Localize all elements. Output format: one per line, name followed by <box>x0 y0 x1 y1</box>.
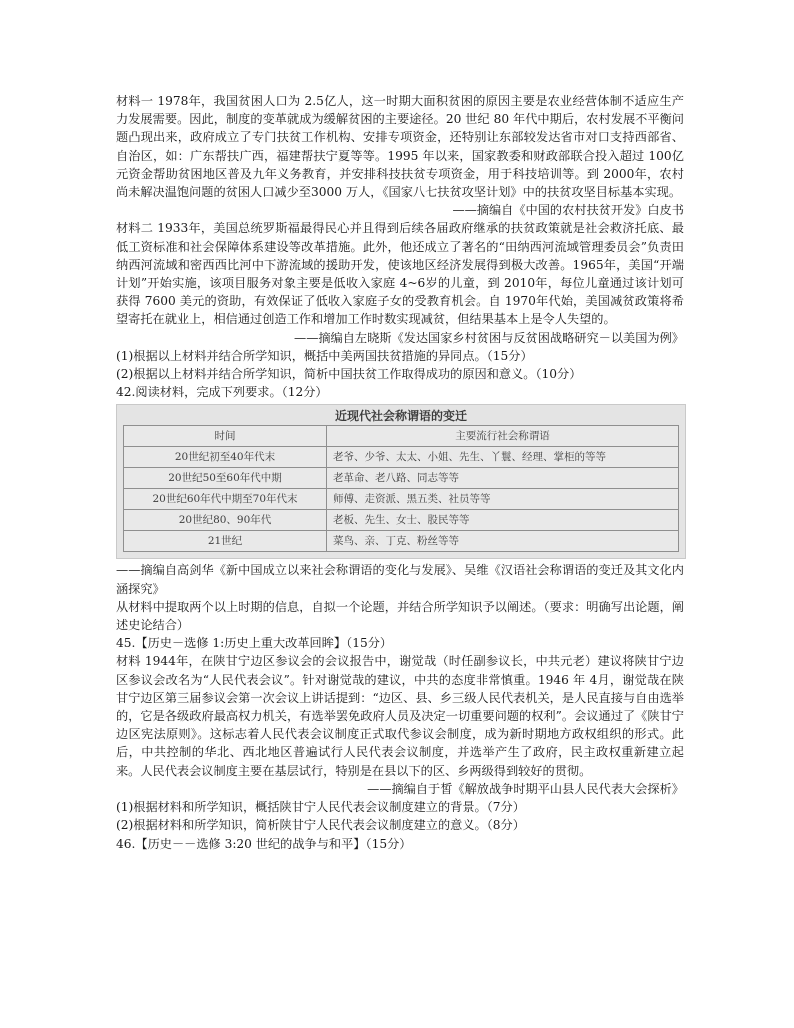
table-row <box>124 489 679 510</box>
row-terms: 菜鸟、亲、丁克、粉丝等等 <box>327 531 679 552</box>
row-period: 20世纪80、90年代 <box>124 510 327 531</box>
terms-table <box>123 425 679 552</box>
terms-table-image <box>116 404 686 559</box>
header-terms: 主要流行社会称谓语 <box>327 426 679 447</box>
material-1-source: ——摘编自《中国的农村扶贫开发》白皮书 <box>452 203 684 218</box>
row-terms: 老革命、老八路、同志等等 <box>327 468 679 489</box>
table-header-row <box>124 426 679 447</box>
question-45-part-1: (1)根据材料和所学知识，概括陕甘宁人民代表会议制度建立的背景。（7分） <box>116 800 525 815</box>
row-terms: 师傅、走资派、黑五类、社员等等 <box>327 489 679 510</box>
question-46-heading: 46.【历史－－选修 3:20 世纪的战争与和平】（15分） <box>116 836 412 851</box>
material-1-text: 材料一 1978年，我国贫困人口为 2.5亿人，这一时期大面积贫困的原因主要是农业经营体制不适应生产力发展需要。因此，制度的变革就成为缓解贫困的主要途径。20 世纪 80 年代中期后，农村发展不平衡问题凸现出来，政府成立了专门扶贫工作机构、安排专项资金，还特别让东部较发达省市对口支持西部省、自治区，如：广东帮扶广西，福建帮扶宁夏等等。1995 年以来，国家教委和财政部联合投入超过 100亿元资金帮助贫困地区普及九年义务教育，并安排科技扶贫专项资金，用于科技培训等。到 2000年，农村尚未解决温饱问题的贫困人口减少至3000 万人，《国家八七扶贫攻坚计划》中的扶贫攻坚目标基本实现。 <box>116 94 684 200</box>
material-2-source: ——摘编自左晓斯《发达国家乡村贫困与反贫困战略研究－以美国为例》 <box>294 330 684 345</box>
row-period: 20世纪50至60年代中期 <box>124 468 327 489</box>
row-terms: 老板、先生、女士、股民等等 <box>327 510 679 531</box>
row-period: 21世纪 <box>124 531 327 552</box>
question-41-part-1: (1)根据以上材料并结合所学知识，概括中美两国扶贫措施的异同点。（15分） <box>116 348 533 363</box>
material-2-text: 材料二 1933年，美国总统罗斯福最得民心并且得到后续各届政府继承的扶贫政策就是社会救济托底、最低工资标准和社会保障体系建设等改革措施。此外，他还成立了著名的“田纳西河流域管理委员会”负责田纳西河流域和密西西比河中下游流域的援助开发，使该地区经济发展得到极大改善。1965年，美国“开端计划”开始实施，该项目服务对象主要是低收入家庭 4~6岁的儿童，到 2010年，每位儿童通过该计划可获得 7600 美元的资助，有效保证了低收入家庭子女的受教育机会。自 1970年代始，美国减贫政策将希望寄托在就业上，相信通过创造工作和增加工作时数实现减贫，但结果基本上是令人失望的。 <box>116 221 684 327</box>
material-45-text: 材料 1944年，在陕甘宁边区参议会的会议报告中，谢觉哉（时任副参议长，中共元老）建议将陕甘宁边区参议会改名为“人民代表会议”。针对谢觉哉的建议，中共的态度非常慎重。1946 年 4月，谢觉哉在陕甘宁边区第三届参议会第一次会议上讲话提到：“边区、县、乡三级人民代表机关，是人民直接与自由选举的，它是各级政府最高权力机关，有选举罢免政府人员及决定一切重要问题的权利”。会议通过了《陕甘宁边区宪法原则》。这标志着人民代表会议制度正式取代参议会制度，成为新时期地方政权组织的形式。此后，中共控制的华北、西北地区普遍试行人民代表会议制度，并选举产生了政府，民主政权重新建立起来。人民代表会议制度主要在基层试行，特别是在县以下的区、乡两级得到较好的贯彻。 <box>116 654 684 778</box>
table-source: ——摘编自高剑华《新中国成立以来社会称谓语的变化与发展》、吴维《汉语社会称谓语的变迁及其文化内涵探究》 <box>116 563 684 596</box>
row-terms: 老爷、少爷、太太、小姐、先生、丫鬟、经理、掌柜的等等 <box>327 447 679 468</box>
question-42-heading: 42.阅读材料，完成下列要求。（12分） <box>116 385 328 400</box>
material-45-source: ——摘编自于皙《解放战争时期平山县人民代表大会探析》 <box>367 781 684 796</box>
question-45-heading: 45.【历史－选修 1:历史上重大改革回眸】（15分） <box>116 636 393 651</box>
table-row <box>124 510 679 531</box>
question-41-part-2: (2)根据以上材料并结合所学知识，简析中国扶贫工作取得成功的原因和意义。（10分） <box>116 367 582 382</box>
question-45-part-2: (2)根据材料和所学知识，简析陕甘宁人民代表会议制度建立的意义。（8分） <box>116 818 525 833</box>
page-content <box>116 92 684 853</box>
question-42-task: 从材料中提取两个以上时期的信息，自拟一个论题，并结合所学知识予以阐述。（要求：明确写出论题，阐述史论结合） <box>116 599 684 633</box>
header-period: 时间 <box>124 426 327 447</box>
table-row <box>124 468 679 489</box>
table-row <box>124 531 679 552</box>
row-period: 20世纪60年代中期至70年代末 <box>124 489 327 510</box>
table-title: 近现代社会称谓语的变迁 <box>334 409 467 424</box>
table-row <box>124 447 679 468</box>
row-period: 20世纪初至40年代末 <box>124 447 327 468</box>
